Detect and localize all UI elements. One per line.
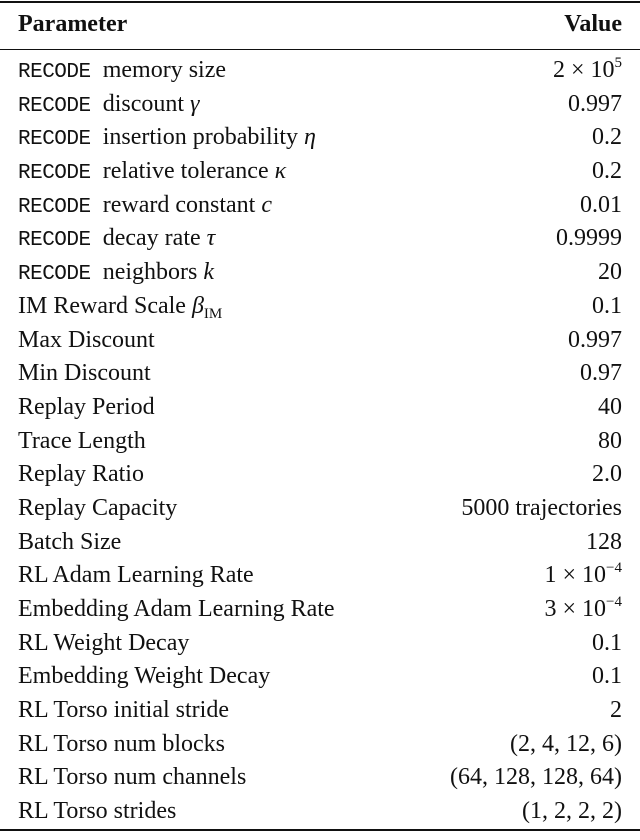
table-row — [0, 461, 640, 495]
parameter-label: reward constant — [102, 191, 256, 218]
parameter-value — [544, 562, 622, 589]
parameter-name — [18, 91, 200, 118]
parameter-value — [592, 124, 622, 151]
parameter-value — [598, 428, 622, 455]
table-row — [0, 327, 640, 361]
table-row — [0, 124, 640, 158]
value-text: 2 × 10 — [552, 57, 615, 83]
parameter-value — [556, 225, 622, 252]
parameter-label: relative tolerance — [102, 158, 269, 185]
header-rule — [0, 49, 640, 50]
parameter-value — [522, 798, 622, 825]
parameter-value — [580, 192, 622, 219]
parameter-name — [18, 562, 254, 589]
parameter-name — [18, 428, 146, 455]
header-value: Value — [564, 11, 622, 37]
parameter-name — [18, 360, 151, 387]
parameter-name — [18, 731, 225, 758]
parameter-label: Replay Ratio — [18, 461, 144, 488]
value-text: 20 — [598, 259, 622, 286]
parameter-value — [450, 764, 622, 791]
parameter-label: neighbors — [102, 259, 198, 286]
parameter-value — [610, 697, 622, 724]
value-text: 0.97 — [580, 360, 622, 387]
recode-prefix: RECODE — [18, 162, 103, 186]
value-text: 0.997 — [568, 326, 622, 353]
parameter-name — [18, 57, 226, 84]
value-exponent: 5 — [614, 55, 622, 71]
recode-prefix: RECODE — [18, 195, 103, 219]
value-text: 0.1 — [592, 663, 622, 690]
parameter-name — [18, 158, 286, 185]
parameter-label: RL Weight Decay — [18, 629, 190, 656]
table-row — [0, 428, 640, 462]
table-row — [0, 562, 640, 596]
parameter-label: RL Torso initial stride — [18, 697, 229, 724]
value-text: 0.2 — [592, 158, 622, 185]
parameter-value — [461, 495, 622, 522]
parameter-name — [18, 124, 316, 151]
table-row — [0, 529, 640, 563]
value-text: 2.0 — [592, 461, 622, 488]
parameter-label: Embedding Adam Learning Rate — [18, 596, 335, 622]
value-text: 0.1 — [592, 292, 622, 319]
parameter-symbol: τ — [200, 225, 216, 252]
parameter-name — [18, 495, 177, 522]
table-row — [0, 764, 640, 798]
header-parameter: Parameter — [18, 11, 128, 37]
parameter-name — [18, 764, 246, 791]
value-text: (2, 4, 12, 6) — [510, 730, 622, 757]
parameter-value — [592, 461, 622, 488]
parameter-name — [18, 327, 155, 354]
value-text: 0.9999 — [556, 225, 622, 252]
parameter-label: Replay Capacity — [18, 494, 178, 521]
parameter-value — [586, 529, 622, 556]
value-text: 80 — [598, 427, 622, 454]
table-row — [0, 192, 640, 226]
value-text: 1 × 10 — [544, 562, 607, 589]
parameter-value — [544, 596, 622, 623]
parameter-value — [592, 663, 622, 690]
parameter-value — [568, 327, 622, 354]
parameter-name — [18, 529, 121, 556]
parameter-label: Batch Size — [18, 528, 122, 555]
parameter-label: memory size — [102, 57, 227, 83]
top-rule — [0, 1, 640, 3]
parameter-label: Trace Length — [18, 427, 146, 454]
parameter-value — [580, 360, 622, 387]
table-row — [0, 360, 640, 394]
parameter-name — [18, 630, 189, 657]
parameter-label: insertion probability — [102, 124, 299, 151]
table-row — [0, 495, 640, 529]
recode-prefix: RECODE — [18, 61, 103, 84]
parameter-name — [18, 596, 335, 623]
parameter-symbol: γ — [184, 90, 200, 117]
recode-prefix: RECODE — [18, 128, 103, 152]
table-row — [0, 630, 640, 664]
value-text: 0.997 — [568, 90, 622, 117]
parameter-symbol: c — [255, 191, 272, 218]
parameter-symbol: β — [185, 292, 204, 319]
parameter-label: RL Adam Learning Rate — [18, 562, 254, 589]
value-text: 0.2 — [592, 124, 622, 151]
recode-prefix: RECODE — [18, 263, 103, 287]
recode-prefix: RECODE — [18, 94, 103, 118]
value-text: (1, 2, 2, 2) — [522, 798, 622, 825]
parameter-label: IM Reward Scale — [18, 292, 186, 319]
value-exponent: −4 — [606, 560, 622, 577]
parameter-label: RL Torso strides — [18, 798, 177, 825]
table-row — [0, 798, 640, 832]
parameter-value — [598, 259, 622, 286]
parameter-value — [592, 293, 622, 320]
parameter-name — [18, 259, 214, 286]
parameter-symbol: η — [298, 124, 316, 151]
parameter-label: RL Torso num channels — [18, 764, 247, 791]
value-text: 5000 trajectories — [461, 494, 622, 521]
value-text: 2 — [610, 697, 622, 724]
parameter-label: RL Torso num blocks — [18, 730, 225, 757]
value-text: 0.1 — [592, 629, 622, 656]
parameter-subscript: IM — [203, 305, 223, 322]
parameter-symbol: κ — [268, 158, 287, 185]
recode-prefix: RECODE — [18, 229, 103, 253]
table-row — [0, 225, 640, 259]
table-row — [0, 91, 640, 125]
parameter-value — [510, 731, 622, 758]
parameter-label: decay rate — [102, 225, 201, 252]
table-row — [0, 697, 640, 731]
parameter-value — [592, 630, 622, 657]
parameter-value — [592, 158, 622, 185]
value-text: 40 — [598, 393, 622, 420]
table-body — [0, 57, 640, 832]
parameter-label: Replay Period — [18, 393, 155, 420]
value-text: (64, 128, 128, 64) — [450, 764, 622, 791]
table-row — [0, 158, 640, 192]
parameter-value — [598, 394, 622, 421]
table-row — [0, 259, 640, 293]
parameter-name — [18, 697, 229, 724]
parameter-name — [18, 293, 222, 320]
table-row — [0, 663, 640, 697]
value-text: 128 — [586, 528, 622, 555]
parameter-name — [18, 663, 270, 690]
table-row — [0, 731, 640, 765]
bottom-rule — [0, 829, 640, 831]
parameter-label: Min Discount — [18, 360, 151, 387]
parameter-name — [18, 394, 155, 421]
value-exponent: −4 — [606, 594, 622, 610]
table-row — [0, 57, 640, 91]
parameter-name — [18, 461, 144, 488]
table-row — [0, 293, 640, 327]
parameter-label: Embedding Weight Decay — [18, 663, 271, 690]
table-row — [0, 394, 640, 428]
table-header — [0, 8, 640, 46]
parameter-label: discount — [102, 90, 185, 117]
value-text: 0.01 — [580, 191, 622, 218]
parameter-symbol: k — [197, 259, 215, 286]
parameter-name — [18, 798, 176, 825]
table-row — [0, 596, 640, 630]
parameter-value — [568, 91, 622, 118]
parameter-name — [18, 192, 272, 219]
value-text: 3 × 10 — [544, 596, 607, 622]
parameter-value — [553, 57, 622, 84]
parameter-name — [18, 225, 215, 252]
parameter-label: Max Discount — [18, 326, 155, 353]
